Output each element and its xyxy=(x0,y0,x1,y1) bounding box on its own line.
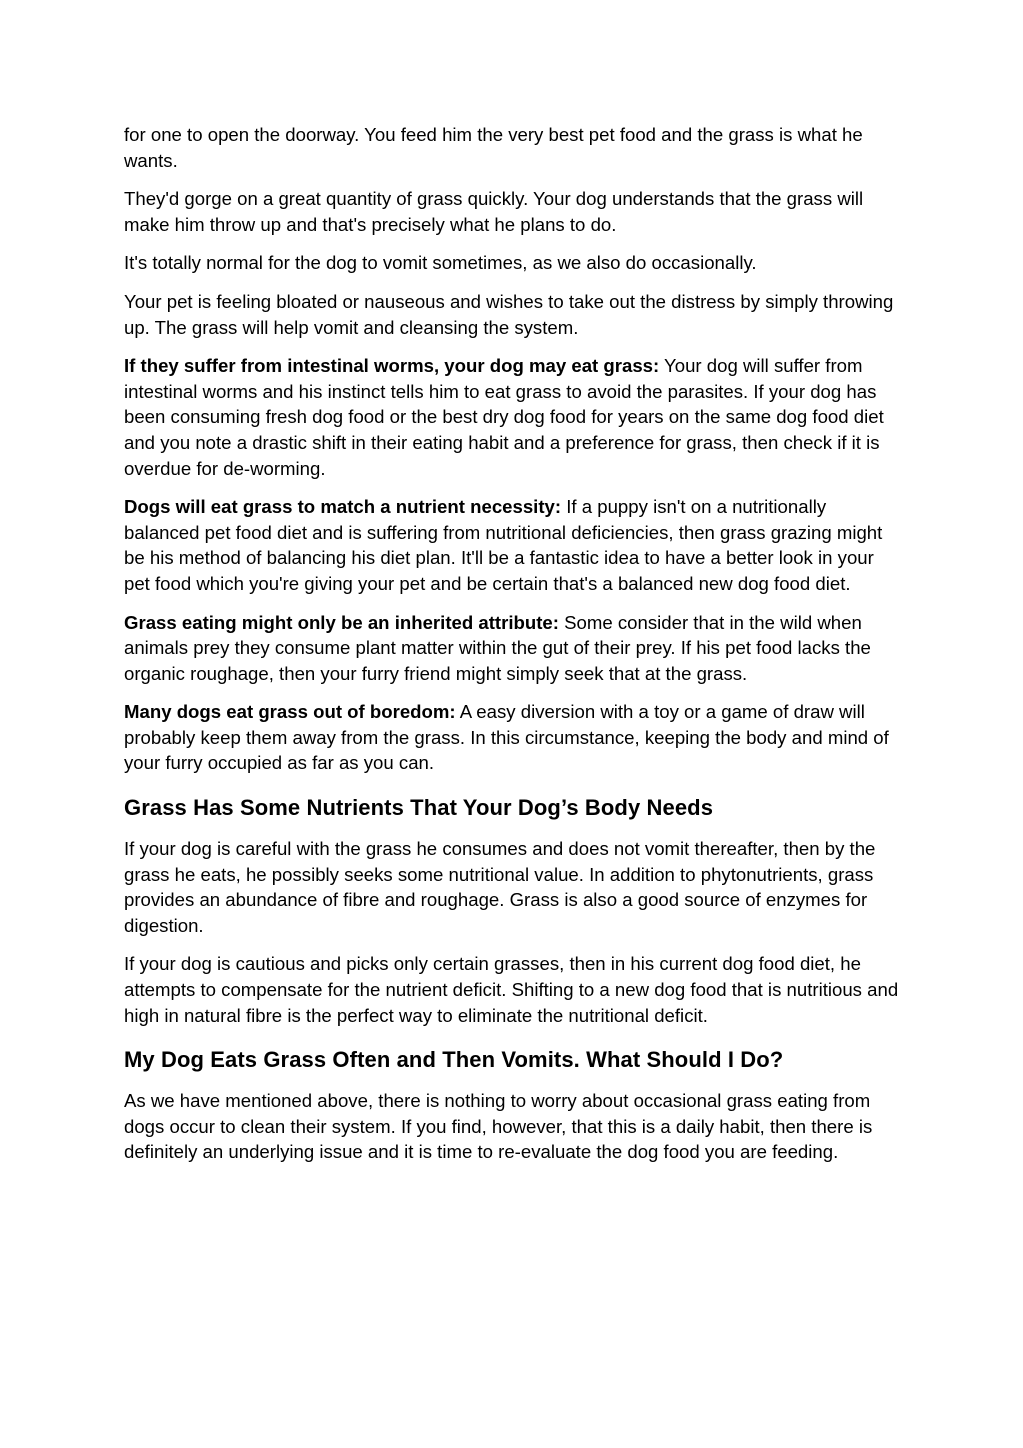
document-page xyxy=(124,122,904,1178)
vomits-paragraph-1: As we have mentioned above, there is nothing to worry about occasional grass eating from dogs occur to clean their system. If you find, however, that this is a daily habit, then there is definitely an underlying issue and it is time to re-evaluate the dog food you are feeding. xyxy=(124,1090,873,1163)
paragraph-intro-1: for one to open the doorway. You feed him the very best pet food and the grass is what he wants. xyxy=(124,124,863,171)
reason-text-nutrient: If a puppy isn't on a nutritionally balanced pet food diet and is suffering from nutritional deficiencies, then grass grazing might be his method of balancing his diet plan. It'll be a fantastic idea to have a better look in your pet food which you're giving your pet and be certain that's a balanced new dog food diet. xyxy=(124,496,883,594)
reason-text-boredom: A easy diversion with a toy or a game of draw will probably keep them away from the grass. In this circumstance, keeping the body and mind of your furry occupied as far as you can. xyxy=(124,701,889,774)
reason-paragraph-boredom xyxy=(124,699,904,776)
reason-text-worms: Your dog will suffer from intestinal worms and his instinct tells him to eat grass to avoid the parasites. If your dog has been consuming fresh dog food or the best dry dog food for years on the same dog food diet and you note a drastic shift in their eating habit and a preference for grass, then check if it is overdue for de-worming. xyxy=(124,355,884,479)
reason-paragraph-inherited xyxy=(124,610,904,687)
reason-lead-inherited: Grass eating might only be an inherited attribute: xyxy=(124,611,559,633)
paragraph-intro-2: They'd gorge on a great quantity of grass quickly. Your dog understands that the grass will make him throw up and that's precisely what he plans to do. xyxy=(124,188,864,235)
reason-paragraph-worms xyxy=(124,353,904,481)
reason-text-inherited: Some consider that in the wild when animals prey they consume plant matter within the gut of their prey. If his pet food lacks the organic roughage, then your furry friend might simply seek that at the grass. xyxy=(124,611,871,684)
paragraph-intro-4: Your pet is feeling bloated or nauseous and wishes to take out the distress by simply throwing up. The grass will help vomit and cleansing the system. xyxy=(124,290,894,338)
reason-lead-boredom: Many dogs eat grass out of boredom: xyxy=(124,701,456,723)
section-heading-vomits: My Dog Eats Grass Often and Then Vomits. What Should I Do? xyxy=(124,1047,784,1073)
reason-lead-nutrient: Dogs will eat grass to match a nutrient necessity: xyxy=(124,496,562,518)
section-heading-nutrients: Grass Has Some Nutrients That Your Dog’s Body Needs xyxy=(124,795,714,821)
reason-paragraph-nutrient xyxy=(124,494,904,596)
paragraph-intro-3: It's totally normal for the dog to vomit sometimes, as we also do occasionally. xyxy=(124,252,757,274)
reason-lead-worms: If they suffer from intestinal worms, your dog may eat grass: xyxy=(124,355,660,377)
nutrients-paragraph-2: If your dog is cautious and picks only certain grasses, then in his current dog food diet, he attempts to compensate for the nutrient deficit. Shifting to a new dog food that is nutritious and high in natural fibre is the perfect way to eliminate the nutritional deficit. xyxy=(124,953,899,1026)
nutrients-paragraph-1: If your dog is careful with the grass he consumes and does not vomit thereafter, then by the grass he eats, he possibly seeks some nutritional value. In addition to phytonutrients, grass provides an abundance of fibre and roughage. Grass is also a good source of enzymes for digestion. xyxy=(124,838,876,936)
